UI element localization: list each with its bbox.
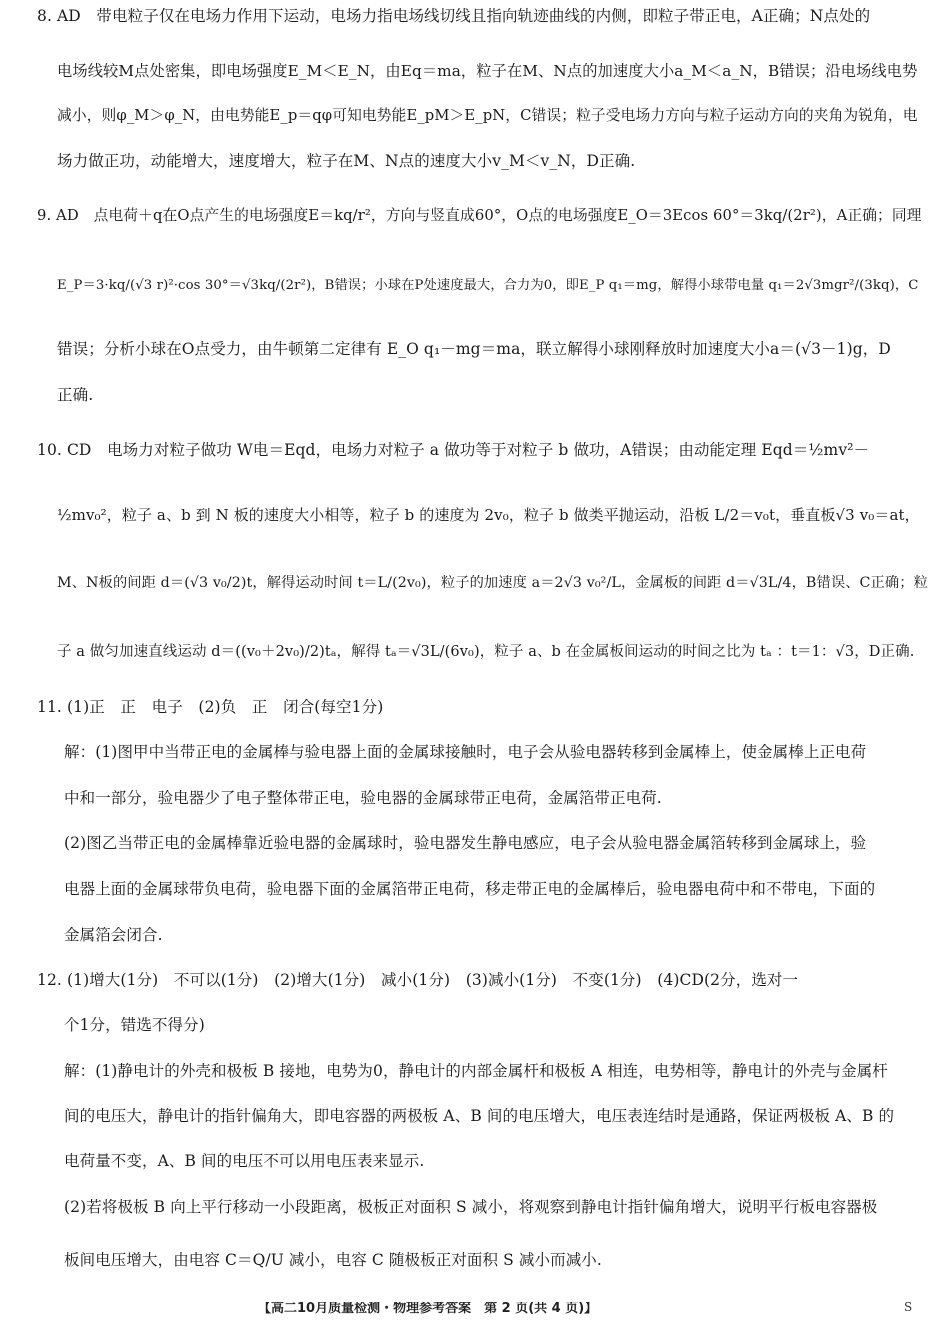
page-footer: 【高二10月质量检测・物理参考答案 第 2 页(共 4 页)】 (258, 1302, 598, 1316)
text-line: 错误；分析小球在O点受力，由牛顿第二定律有 E_O q₁－mg＝ma，联立解得小球刚释放时加速度大小a＝(√3－1)g，D (57, 340, 891, 358)
text-line: 电荷量不变，A、B 间的电压不可以用电压表来显示. (64, 1152, 425, 1170)
text-line: 电器上面的金属球带负电荷，验电器下面的金属箔带正电荷，移走带正电的金属棒后，验电器电荷中和不带电，下面的 (64, 880, 876, 898)
text-line: (2)若将极板 B 向上平行移动一小段距离，极板正对面积 S 减小，将观察到静电计指针偏角增大，说明平行板电容器极 (64, 1198, 878, 1216)
text-line: 个1分，错选不得分) (64, 1016, 205, 1034)
text-line: 解：(1)静电计的外壳和极板 B 接地，电势为0，静电计的内部金属杆和极板 A 相连，电势相等，静电计的外壳与金属杆 (64, 1062, 888, 1080)
text-line: 9. AD 点电荷＋q在O点产生的电场强度E＝kq/r²，方向与竖直成60°，O点的电场强度E_O＝3Ecos 60°＝3kq/(2r²)，A正确；同理 (37, 207, 922, 224)
text-line: 电场线较M点处密集，即电场强度E_M＜E_N，由Eq＝ma，粒子在M、N点的加速度大小a_M＜a_N，B错误；沿电场线电势 (57, 62, 918, 80)
text-line: M、N板的间距 d＝(√3 v₀/2)t，解得运动时间 t＝L/(2v₀)，粒子的加速度 a＝2√3 v₀²/L，金属板的间距 d＝√3L/4，B错误、C正确；粒 (57, 575, 928, 591)
text-line: 板间电压增大，由电容 C＝Q/U 减小，电容 C 随极板正对面积 S 减小而减小. (64, 1251, 602, 1269)
text-line: 8. AD 带电粒子仅在电场力作用下运动，电场力指电场线切线且指向轨迹曲线的内侧，即粒子带正电，A正确；N点处的 (37, 7, 871, 25)
text-line: 正确. (57, 386, 94, 404)
text-line: 12. (1)增大(1分) 不可以(1分) (2)增大(1分) 减小(1分) (3)减小(1分) 不变(1分) (4)CD(2分，选对一 (37, 971, 799, 989)
text-line: 中和一部分，验电器少了电子整体带正电，验电器的金属球带正电荷，金属箔带正电荷. (64, 789, 662, 807)
text-line: 间的电压大，静电计的指针偏角大，即电容器的两极板 A、B 间的电压增大，电压表连结时是通路，保证两极板 A、B 的 (64, 1107, 895, 1125)
text-line: 10. CD 电场力对粒子做功 W电＝Eqd，电场力对粒子 a 做功等于对粒子 b 做功，A错误；由动能定理 Eqd＝½mv²－ (37, 441, 870, 459)
text-line: 子 a 做匀加速直线运动 d＝((v₀＋2v₀)/2)tₐ，解得 tₐ＝√3L/(6v₀)，粒子 a、b 在金属板间运动的时间之比为 tₐ ：t＝1：√3，D正确. (57, 644, 915, 660)
text-line: 减小，则φ_M＞φ_N，由电势能E_p＝qφ可知电势能E_pM＞E_pN，C错误；粒子受电场力方向与粒子运动方向的夹角为锐角，电 (57, 107, 918, 124)
text-line: 场力做正功，动能增大，速度增大，粒子在M、N点的速度大小v_M＜v_N，D正确. (57, 152, 636, 170)
text-line: 11. (1)正 正 电子 (2)负 正 闭合(每空1分) (37, 698, 384, 716)
text-line: 金属箔会闭合. (64, 926, 163, 944)
text-line: E_P＝3·kq/(√3 r)²·cos 30°＝√3kq/(2r²)，B错误；小球在P处速度最大，合力为0，即E_P q₁＝mg，解得小球带电量 q₁＝2√3mgr²/(3kq)，C (57, 278, 919, 293)
page-code: S (904, 1300, 913, 1314)
text-line: ½mv₀²，粒子 a、b 到 N 板的速度大小相等，粒子 b 的速度为 2v₀，粒子 b 做类平抛运动，沿板 L/2＝v₀t，垂直板√3 v₀＝at， (57, 506, 920, 524)
text-line: (2)图乙当带正电的金属棒靠近验电器的金属球时，验电器发生静电感应，电子会从验电器金属箔转移到金属球上，验 (64, 834, 867, 852)
text-line: 解：(1)图甲中当带正电的金属棒与验电器上面的金属球接触时，电子会从验电器转移到金属棒上，使金属棒上正电荷 (64, 743, 867, 761)
